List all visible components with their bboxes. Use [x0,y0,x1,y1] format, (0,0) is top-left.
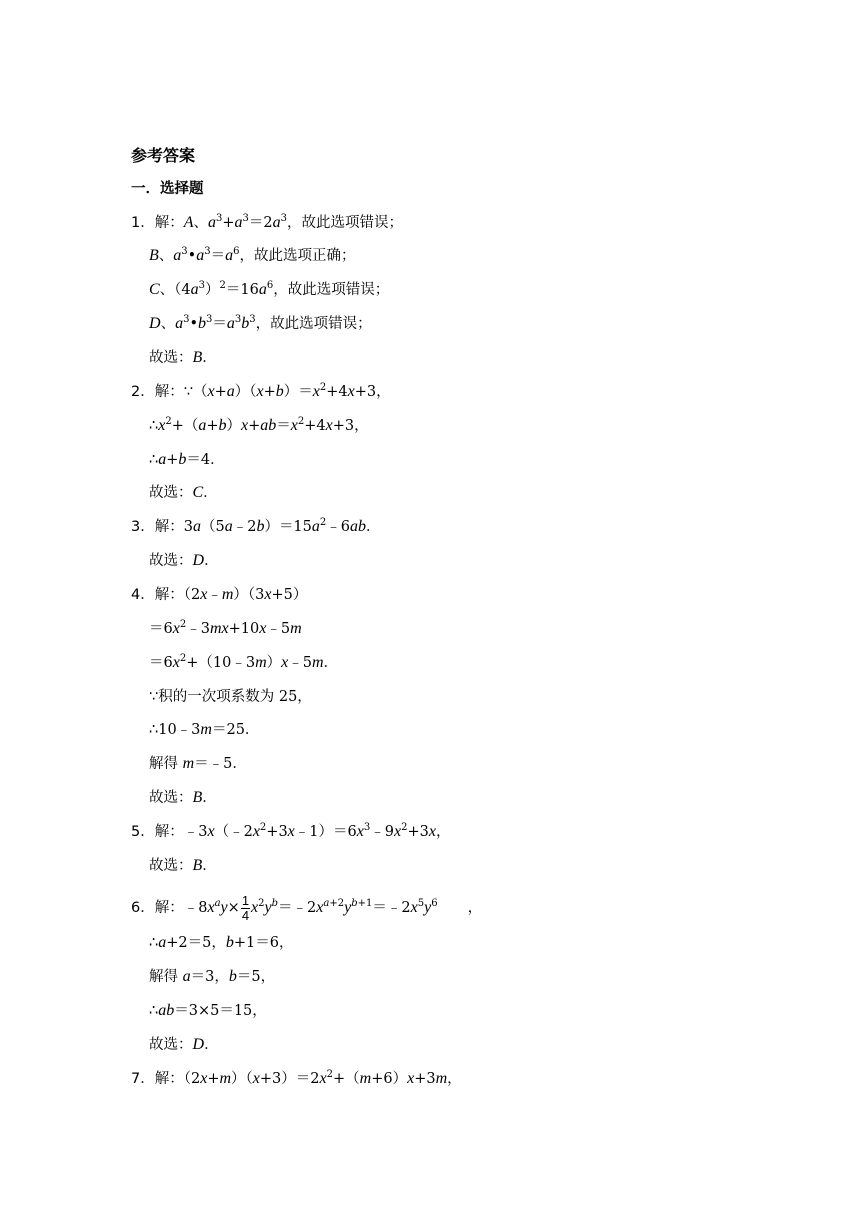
answer-line: 故选：B． [149,349,217,366]
answer-line: 5．解：$﹣3x(﹣2x^2+3x﹣1)=6x^3﹣9x^2+3x$， [131,822,451,840]
answer-line: 6．解：$﹣8x^ay\times$ $\frac{1}{4}$ $x^2y^b=﹣2x^{a+2}y^{b+1}=﹣2x^5y^6$ ， [131,892,483,923]
section-heading: 一．选择题 [131,181,204,197]
answer-line: 故选：B． [149,789,217,806]
answer-line: C、$(4a^3)^2=16a^6$，故此选项错误； [149,280,390,298]
answer-line: B、$a^3•a^3=a^6$，故此选项正确； [149,246,356,264]
answer-line: 解得 m＝﹣5． [149,755,247,772]
answer-line: ∴a+b＝4． [149,451,225,468]
answer-line: 故选：D． [149,552,219,569]
answer-line: $\therefore x^2+(a+b)x+ab=x^2+4x+3$， [149,416,369,434]
answer-line: 解得 a＝3，b＝5， [149,968,276,985]
answer-line: $=6x^2+(10﹣3m)x﹣5m$． [149,653,339,671]
answer-line: ∴a+2＝5，b+1＝6， [149,934,294,951]
fraction-one-quarter: $\frac{1}{4}$ [241,892,250,923]
answer-line: $=6x^2﹣3mx+10x﹣5m$ [149,619,302,637]
answer-line: 故选：B． [149,857,217,874]
answer-line: ∴ab＝3×5＝15， [149,1002,267,1019]
answer-line: 3．解：$3a(5a﹣2b)=15a^2﹣6ab$． [131,517,381,535]
answer-line: 7．解：$(2x+m)(x+3)=2x^2+(m+6)x+3m$， [131,1069,462,1087]
answer-line: 故选：C． [149,484,218,501]
answer-line: 1．解：A、$a^3+a^3=2a^3$，故此选项错误； [131,213,404,231]
answer-line: D、$a^3•b^3=a^3b^3$，故此选项错误； [149,314,372,332]
answer-line: 故选：D． [149,1036,219,1053]
answer-title: 参考答案 [131,146,196,165]
answer-line: ∴10﹣3m＝25． [149,721,260,738]
answer-line: ∵积的一次项系数为 25， [149,689,312,705]
answer-line: 2．解：$\because(x+a)(x+b)=x^2+4x+3$， [131,382,391,400]
answer-line: 4．解：（2x﹣m）（3x+5） [131,586,308,603]
